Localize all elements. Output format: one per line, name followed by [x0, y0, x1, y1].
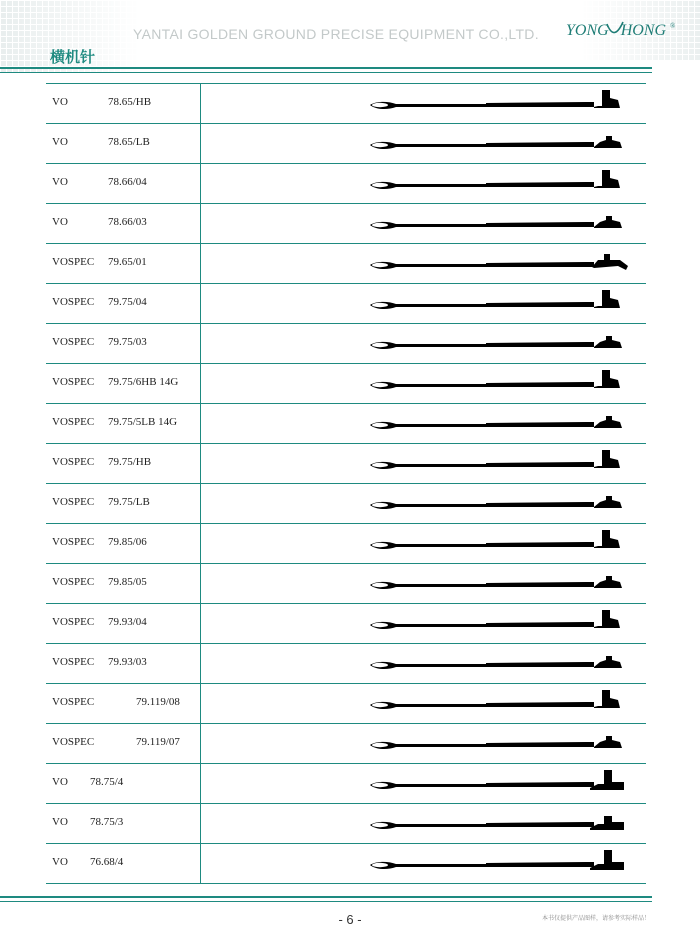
- needle-model: 78.66/04: [108, 176, 147, 188]
- needle-type: VOSPEC: [52, 576, 95, 588]
- table-row: [46, 604, 646, 644]
- logo-text-right: HONG: [620, 22, 667, 39]
- needle-type: VOSPEC: [52, 376, 95, 388]
- needle-drawing: [366, 166, 646, 202]
- needle-code: [52, 656, 147, 668]
- page-title: 横机针: [50, 48, 96, 66]
- table-row: [46, 524, 646, 564]
- column-divider: [200, 644, 201, 683]
- needle-model: 79.119/07: [136, 736, 180, 748]
- needle-code: [52, 136, 150, 148]
- needle-code: [52, 856, 124, 868]
- needle-drawing: [366, 526, 646, 562]
- column-divider: [200, 844, 201, 883]
- needle-drawing: [366, 486, 646, 522]
- footer-rule: [0, 896, 652, 898]
- needle-drawing: [366, 566, 646, 602]
- needle-type: VOSPEC: [52, 496, 95, 508]
- needle-drawing: [366, 846, 646, 882]
- needle-code: [52, 616, 147, 628]
- table-row: [46, 644, 646, 684]
- table-row: [46, 804, 646, 844]
- footer-rule-thin: [0, 901, 652, 902]
- column-divider: [200, 684, 201, 723]
- needle-code: [52, 696, 180, 708]
- needle-type: VO: [52, 856, 68, 868]
- needle-code: [52, 456, 152, 468]
- needle-code: [52, 496, 150, 508]
- table-row: [46, 284, 646, 324]
- table-row: [46, 564, 646, 604]
- needle-type: VOSPEC: [52, 336, 95, 348]
- needle-model: 79.75/HB: [108, 456, 152, 468]
- logo-registered-mark: ®: [670, 22, 676, 30]
- column-divider: [200, 564, 201, 603]
- needle-type: VOSPEC: [52, 456, 95, 468]
- table-row: [46, 444, 646, 484]
- table-row: [46, 484, 646, 524]
- needle-model: 79.65/01: [108, 256, 147, 268]
- needle-type: VO: [52, 216, 68, 228]
- needle-type: VO: [52, 816, 68, 828]
- needle-type: VO: [52, 776, 68, 788]
- needle-model: 79.75/03: [108, 336, 147, 348]
- needle-type: VOSPEC: [52, 696, 95, 708]
- table-row: [46, 684, 646, 724]
- needle-drawing: [366, 86, 646, 122]
- needle-drawing: [366, 246, 646, 282]
- needle-drawing: [366, 606, 646, 642]
- needle-model: 79.75/5LB 14G: [108, 416, 178, 428]
- needle-type: VOSPEC: [52, 656, 95, 668]
- needle-type: VO: [52, 136, 68, 148]
- column-divider: [200, 484, 201, 523]
- needle-code: [52, 216, 147, 228]
- table-row: [46, 124, 646, 164]
- needle-code: [52, 736, 180, 748]
- needle-type: VO: [52, 96, 68, 108]
- needle-type: VOSPEC: [52, 416, 95, 428]
- needle-drawing: [366, 686, 646, 722]
- needle-drawing: [366, 726, 646, 762]
- table-row: [46, 364, 646, 404]
- column-divider: [200, 244, 201, 283]
- column-divider: [200, 444, 201, 483]
- needle-model: 79.85/06: [108, 536, 147, 548]
- header-rule-thin: [0, 72, 652, 73]
- table-row: [46, 244, 646, 284]
- needle-type: VOSPEC: [52, 256, 95, 268]
- table-row: [46, 724, 646, 764]
- table-row: [46, 324, 646, 364]
- column-divider: [200, 164, 201, 203]
- needle-drawing: [366, 446, 646, 482]
- needle-table: [46, 83, 646, 884]
- table-row: [46, 404, 646, 444]
- header-rule: [0, 67, 652, 69]
- needle-model: 78.66/03: [108, 216, 147, 228]
- needle-code: [52, 376, 179, 388]
- needle-drawing: [366, 286, 646, 322]
- column-divider: [200, 604, 201, 643]
- page-number: - 6 -: [338, 912, 362, 927]
- needle-drawing: [366, 126, 646, 162]
- table-row: [46, 764, 646, 804]
- needle-drawing: [366, 326, 646, 362]
- table-row: [46, 204, 646, 244]
- needle-model: 76.68/4: [90, 856, 124, 868]
- needle-code: [52, 416, 178, 428]
- column-divider: [200, 764, 201, 803]
- company-name: YANTAI GOLDEN GROUND PRECISE EQUIPMENT CO.,LTD.: [133, 26, 539, 42]
- needle-model: 78.75/3: [90, 816, 124, 828]
- needle-model: 78.75/4: [90, 776, 124, 788]
- needle-drawing: [366, 406, 646, 442]
- table-row: [46, 84, 646, 124]
- needle-type: VOSPEC: [52, 296, 95, 308]
- needle-model: 79.119/08: [136, 696, 180, 708]
- column-divider: [200, 284, 201, 323]
- needle-code: [52, 256, 147, 268]
- column-divider: [200, 364, 201, 403]
- needle-code: [52, 536, 147, 548]
- brand-logo: [566, 22, 686, 48]
- table-row: [46, 844, 646, 884]
- needle-model: 79.75/04: [108, 296, 147, 308]
- needle-code: [52, 96, 152, 108]
- logo-swoosh-icon: [606, 20, 624, 42]
- needle-code: [52, 336, 147, 348]
- column-divider: [200, 84, 201, 123]
- needle-type: VO: [52, 176, 68, 188]
- column-divider: [200, 804, 201, 843]
- needle-model: 79.85/05: [108, 576, 147, 588]
- needle-type: VOSPEC: [52, 736, 95, 748]
- needle-type: VOSPEC: [52, 616, 95, 628]
- column-divider: [200, 724, 201, 763]
- logo-text-left: YONG: [566, 22, 609, 39]
- needle-type: VOSPEC: [52, 536, 95, 548]
- column-divider: [200, 524, 201, 563]
- needle-drawing: [366, 646, 646, 682]
- needle-model: 79.75/LB: [108, 496, 150, 508]
- needle-code: [52, 576, 147, 588]
- needle-model: 78.65/LB: [108, 136, 150, 148]
- needle-model: 79.93/03: [108, 656, 147, 668]
- column-divider: [200, 204, 201, 243]
- needle-code: [52, 816, 124, 828]
- needle-code: [52, 296, 147, 308]
- needle-drawing: [366, 206, 646, 242]
- column-divider: [200, 124, 201, 163]
- column-divider: [200, 324, 201, 363]
- table-row: [46, 164, 646, 204]
- needle-drawing: [366, 366, 646, 402]
- footer-note: 本书仅提供产品图样，请参考实际样品！: [541, 915, 650, 922]
- needle-code: [52, 776, 124, 788]
- needle-model: 79.93/04: [108, 616, 147, 628]
- needle-drawing: [366, 806, 646, 842]
- needle-drawing: [366, 766, 646, 802]
- column-divider: [200, 404, 201, 443]
- needle-code: [52, 176, 147, 188]
- needle-model: 79.75/6HB 14G: [108, 376, 179, 388]
- needle-model: 78.65/HB: [108, 96, 152, 108]
